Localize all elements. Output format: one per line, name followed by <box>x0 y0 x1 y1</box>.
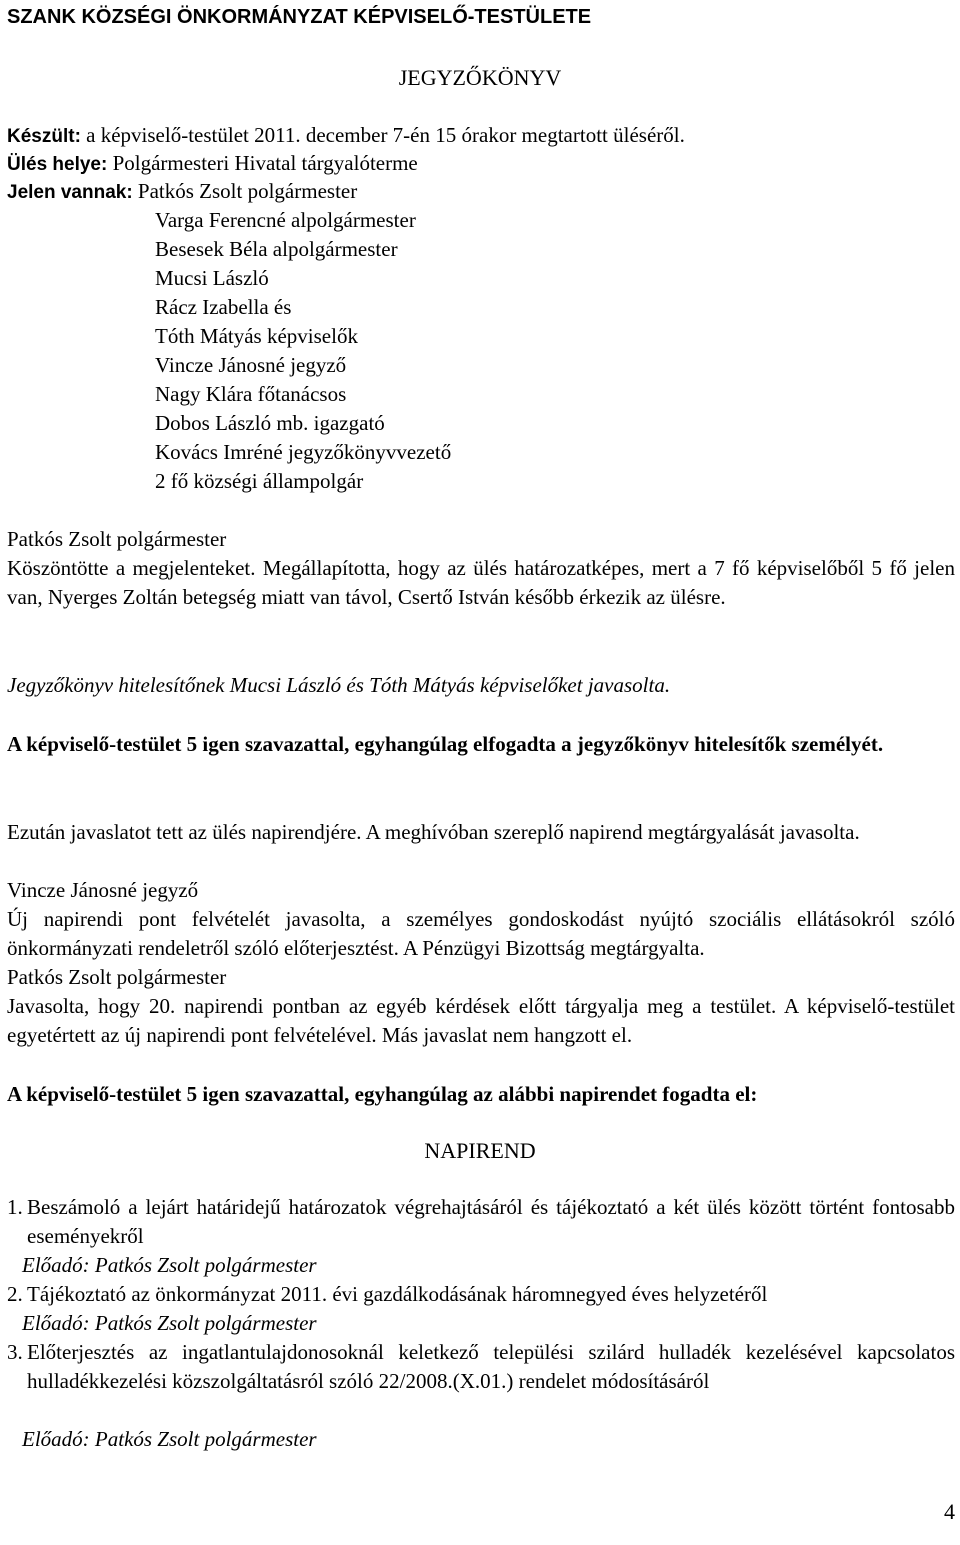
speaker-label: Patkós Zsolt polgármester <box>7 965 227 989</box>
jelen-first: Patkós Zsolt polgármester <box>132 179 358 203</box>
attendee: Vincze Jánosné jegyző <box>155 353 347 377</box>
paragraph: Új napirendi pont felvételét javasolta, a személyes gondoskodást nyújtó szociális ellátásokról szóló önkormányzati rendeletről szóló előterjesztést. A Pénzügyi Bizottság megtárgyalta. <box>7 907 955 960</box>
attendee: Kovács Imréné jegyzőkönyvvezető <box>155 440 452 464</box>
document-title: JEGYZŐKÖNYV <box>398 65 562 90</box>
meta-jelen <box>7 177 357 207</box>
agenda-item-text: Beszámoló a lejárt határidejű határozatok végrehajtásáról és tájékoztató a két ülés között történt fontosabb eseményekről <box>27 1195 955 1248</box>
attendee: Besesek Béla alpolgármester <box>155 237 398 261</box>
resolution-text: A képviselő-testület 5 igen szavazattal, egyhangúlag az alábbi napirendet fogadta el: <box>7 1082 758 1106</box>
attendee: Nagy Klára főtanácsos <box>155 382 347 406</box>
attendee: Dobos László mb. igazgató <box>155 411 385 435</box>
attendee: Mucsi László <box>155 266 269 290</box>
keszult-label: Készült: <box>7 126 81 147</box>
agenda-presenter: Előadó: Patkós Zsolt polgármester <box>22 1311 317 1335</box>
meta-keszult <box>7 121 685 151</box>
napirend-title: NAPIREND <box>424 1138 536 1163</box>
speaker-label: Patkós Zsolt polgármester <box>7 527 227 551</box>
helye-text: Polgármesteri Hivatal tárgyalóterme <box>107 151 418 175</box>
attendee: Varga Ferencné alpolgármester <box>155 208 416 232</box>
agenda-presenter: Előadó: Patkós Zsolt polgármester <box>22 1253 317 1277</box>
agenda-item-text: Tájékoztató az önkormányzat 2011. évi gazdálkodásának háromnegyed éves helyzetéről <box>27 1282 768 1306</box>
attendee: Tóth Mátyás képviselők <box>155 324 358 348</box>
council-header: SZANK KÖZSÉGI ÖNKORMÁNYZAT KÉPVISELŐ-TESTÜLETE <box>7 6 592 28</box>
paragraph-italic: Jegyzőkönyv hitelesítőnek Mucsi László és Tóth Mátyás képviselőket javasolta. <box>7 673 671 697</box>
paragraph: Javasolta, hogy 20. napirendi pontban az egyéb kérdések előtt tárgyalja meg a testület. A képviselő-testület egyetértett az új napirendi pont felvételével. Más javaslat nem hangzott el. <box>7 994 955 1047</box>
paragraph: Köszöntötte a megjelenteket. Megállapította, hogy az ülés határozatképes, mert a 7 fő képviselőből 5 fő jelen van, Nyerges Zoltán betegség miatt van távol, Csertő István később érkezik az ülésre. <box>7 556 955 609</box>
keszult-text: a képviselő-testület 2011. december 7-én 15 órakor megtartott üléséről. <box>80 123 685 147</box>
agenda-item-text: Előterjesztés az ingatlantulajdonosoknál keletkező települési szilárd hulladék kezelésével kapcsolatos hulladékkezelési közszolgáltatásról szóló 22/2008.(X.01.) rendelet módosításáról <box>27 1340 955 1393</box>
agenda-item-number: 2. <box>7 1282 23 1306</box>
resolution-text: A képviselő-testület 5 igen szavazattal, egyhangúlag elfogadta a jegyzőkönyv hitelesítők személyét. <box>7 732 884 756</box>
helye-label: Ülés helye: <box>7 154 108 175</box>
meta-helye <box>7 149 418 179</box>
jelen-label: Jelen vannak: <box>7 182 133 203</box>
agenda-item-number: 1. <box>7 1195 23 1219</box>
paragraph: Ezután javaslatot tett az ülés napirendjére. A meghívóban szereplő napirend megtárgyalását javasolta. <box>7 820 860 844</box>
speaker-label: Vincze Jánosné jegyző <box>7 878 199 902</box>
agenda-item-number: 3. <box>7 1340 23 1364</box>
attendee: Rácz Izabella és <box>155 295 292 319</box>
agenda-presenter: Előadó: Patkós Zsolt polgármester <box>22 1427 317 1451</box>
page-number: 4 <box>944 1499 955 1524</box>
attendee: 2 fő községi állampolgár <box>155 469 364 493</box>
